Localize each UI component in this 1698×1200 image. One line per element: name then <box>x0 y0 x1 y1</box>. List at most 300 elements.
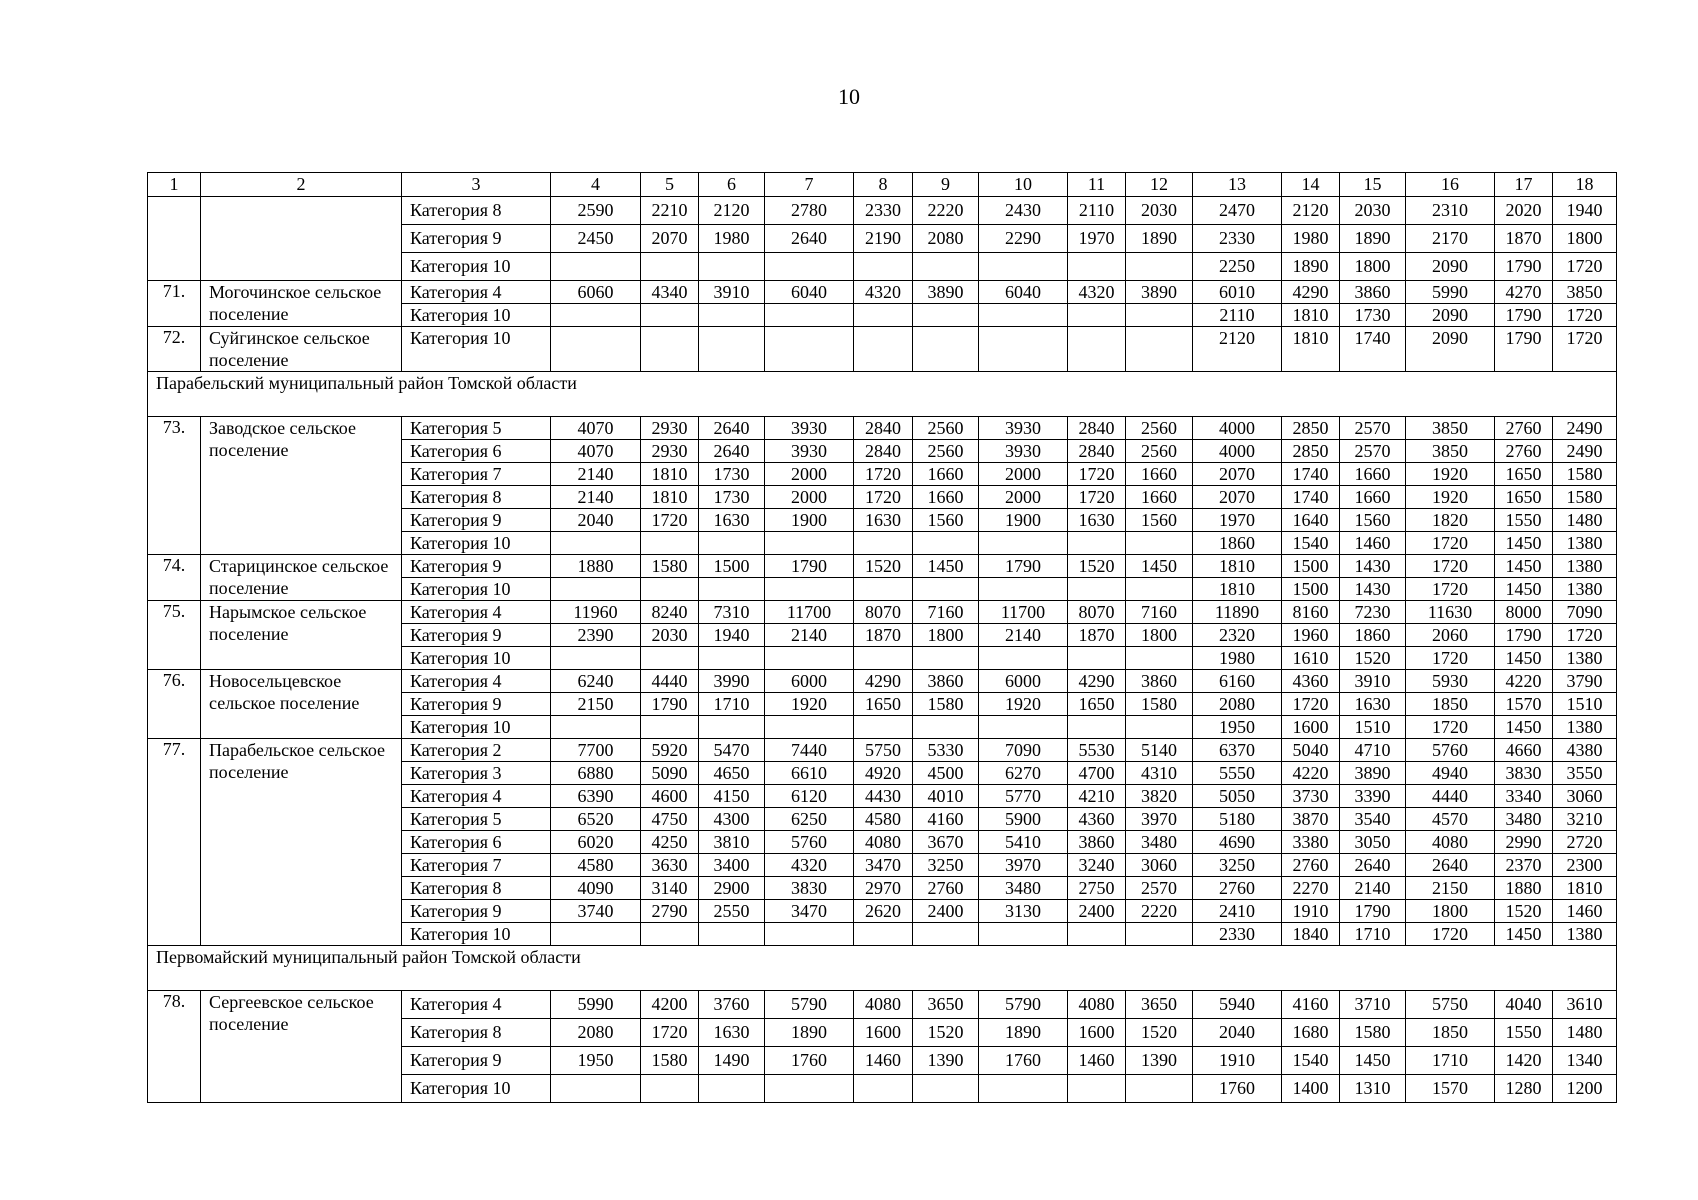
tariff-value: 5550 <box>1193 762 1282 785</box>
tariff-value: 1720 <box>1553 327 1617 372</box>
tariff-value: 6120 <box>765 785 854 808</box>
tariff-value: 1880 <box>551 555 641 578</box>
category-label: Категория 9 <box>402 693 551 716</box>
tariff-value: 3540 <box>1340 808 1406 831</box>
tariff-value <box>1068 716 1126 739</box>
tariff-value <box>1068 1075 1126 1103</box>
tariff-value: 1790 <box>641 693 699 716</box>
tariff-value: 2640 <box>765 225 854 253</box>
tariff-value: 1580 <box>1553 463 1617 486</box>
tariff-value: 3550 <box>1553 762 1617 785</box>
tariff-value <box>1068 304 1126 327</box>
tariff-value: 11960 <box>551 601 641 624</box>
tariff-value <box>979 578 1068 601</box>
tariff-value: 1600 <box>854 1019 913 1047</box>
tariff-value: 1560 <box>913 509 979 532</box>
tariff-value: 3340 <box>1495 785 1553 808</box>
tariff-value: 1920 <box>979 693 1068 716</box>
tariff-value: 2070 <box>1193 463 1282 486</box>
tariff-value: 1380 <box>1553 923 1617 946</box>
tariff-value: 4300 <box>699 808 765 831</box>
category-label: Категория 4 <box>402 281 551 304</box>
tariff-value <box>1068 647 1126 670</box>
tariff-value: 1630 <box>1340 693 1406 716</box>
tariff-value: 1970 <box>1068 225 1126 253</box>
tariff-value: 1450 <box>1126 555 1193 578</box>
tariff-value: 2310 <box>1406 197 1495 225</box>
tariff-value: 1630 <box>1068 509 1126 532</box>
tariff-value: 1740 <box>1282 486 1340 509</box>
tariff-value: 1580 <box>1340 1019 1406 1047</box>
tariff-value: 8240 <box>641 601 699 624</box>
tariff-value: 2070 <box>641 225 699 253</box>
tariff-value: 1460 <box>1553 900 1617 923</box>
tariff-value <box>854 532 913 555</box>
tariff-value: 3910 <box>699 281 765 304</box>
tariff-value: 2080 <box>1193 693 1282 716</box>
tariff-value: 4700 <box>1068 762 1126 785</box>
tariff-value: 1870 <box>1495 225 1553 253</box>
tariff-value: 1760 <box>979 1047 1068 1075</box>
tariff-value: 1720 <box>1406 532 1495 555</box>
tariff-value: 1720 <box>1406 578 1495 601</box>
tariff-value: 6040 <box>979 281 1068 304</box>
category-label: Категория 9 <box>402 555 551 578</box>
tariff-value: 1400 <box>1282 1075 1340 1103</box>
settlement-index: 73. <box>148 417 201 555</box>
tariff-value: 2150 <box>551 693 641 716</box>
category-label: Категория 4 <box>402 601 551 624</box>
district-row <box>148 372 1617 417</box>
tariff-value: 11700 <box>979 601 1068 624</box>
tariff-value: 3480 <box>1495 808 1553 831</box>
tariff-value: 2140 <box>551 463 641 486</box>
tariff-value: 2110 <box>1068 197 1126 225</box>
tariff-value <box>551 578 641 601</box>
tariff-value: 2300 <box>1553 854 1617 877</box>
tariff-value: 2760 <box>1495 417 1553 440</box>
tariff-value: 2170 <box>1406 225 1495 253</box>
tariff-value <box>641 716 699 739</box>
tariff-value: 6520 <box>551 808 641 831</box>
tariff-value: 1500 <box>1282 555 1340 578</box>
tariff-value: 3130 <box>979 900 1068 923</box>
tariff-value: 3650 <box>1126 991 1193 1019</box>
tariff-value: 1430 <box>1340 578 1406 601</box>
tariff-value: 4250 <box>641 831 699 854</box>
tariff-value <box>1126 578 1193 601</box>
column-header: 15 <box>1340 173 1406 197</box>
tariff-value: 5180 <box>1193 808 1282 831</box>
category-label: Категория 10 <box>402 716 551 739</box>
tariff-value: 3870 <box>1282 808 1340 831</box>
tariff-value: 5760 <box>765 831 854 854</box>
column-header: 13 <box>1193 173 1282 197</box>
tariff-value: 2250 <box>1193 253 1282 281</box>
tariff-value: 1450 <box>1495 532 1553 555</box>
tariff-value: 2040 <box>551 509 641 532</box>
tariff-value <box>551 532 641 555</box>
tariff-value: 1580 <box>1553 486 1617 509</box>
column-header: 1 <box>148 173 201 197</box>
tariff-value: 5750 <box>1406 991 1495 1019</box>
tariff-value: 5040 <box>1282 739 1340 762</box>
tariff-value: 5470 <box>699 739 765 762</box>
tariff-value: 2790 <box>641 900 699 923</box>
tariff-value <box>551 923 641 946</box>
tariff-value <box>913 716 979 739</box>
tariff-value: 3610 <box>1553 991 1617 1019</box>
tariff-value <box>641 327 699 372</box>
tariff-value: 1710 <box>1340 923 1406 946</box>
tariff-value <box>765 253 854 281</box>
tariff-value <box>1126 532 1193 555</box>
tariff-value <box>765 532 854 555</box>
column-header: 11 <box>1068 173 1126 197</box>
tariff-value: 2000 <box>979 486 1068 509</box>
tariff-value <box>854 647 913 670</box>
tariff-value: 4040 <box>1495 991 1553 1019</box>
tariff-value: 4080 <box>1406 831 1495 854</box>
tariff-value: 2760 <box>1495 440 1553 463</box>
tariff-value: 1280 <box>1495 1075 1553 1103</box>
tariff-value <box>1068 253 1126 281</box>
tariff-value: 1810 <box>1193 578 1282 601</box>
category-label: Категория 8 <box>402 877 551 900</box>
header-row <box>148 173 1617 197</box>
column-header: 6 <box>699 173 765 197</box>
tariff-value: 3970 <box>979 854 1068 877</box>
category-label: Категория 4 <box>402 670 551 693</box>
tariff-value <box>641 1075 699 1103</box>
tariff-value: 2120 <box>1282 197 1340 225</box>
settlement-index: 74. <box>148 555 201 601</box>
tariff-value: 2560 <box>1126 417 1193 440</box>
tariff-value: 2840 <box>854 417 913 440</box>
tariff-value: 4660 <box>1495 739 1553 762</box>
tariff-value <box>1126 647 1193 670</box>
tariff-value: 1790 <box>1495 253 1553 281</box>
tariff-value: 6020 <box>551 831 641 854</box>
category-label: Категория 10 <box>402 532 551 555</box>
tariff-value <box>913 532 979 555</box>
tariff-value <box>765 304 854 327</box>
tariff-value: 1720 <box>1553 624 1617 647</box>
tariff-value: 1640 <box>1282 509 1340 532</box>
tariff-value: 5790 <box>979 991 1068 1019</box>
category-label: Категория 6 <box>402 831 551 854</box>
tariff-value: 1950 <box>1193 716 1282 739</box>
tariff-value: 6370 <box>1193 739 1282 762</box>
tariff-value: 6000 <box>765 670 854 693</box>
tariff-value: 2030 <box>641 624 699 647</box>
tariff-value <box>641 578 699 601</box>
tariff-value <box>641 923 699 946</box>
tariff-value: 3740 <box>551 900 641 923</box>
settlement-name: Новосельцевское сельское поселение <box>201 670 402 739</box>
tariff-value <box>913 304 979 327</box>
tariff-value: 5990 <box>1406 281 1495 304</box>
tariff-value: 1740 <box>1282 463 1340 486</box>
tariff-value: 4000 <box>1193 440 1282 463</box>
tariff-value: 1520 <box>854 555 913 578</box>
tariff-value: 1520 <box>1068 555 1126 578</box>
tariff-value <box>641 532 699 555</box>
tariff-value: 1380 <box>1553 578 1617 601</box>
tariff-value <box>1068 327 1126 372</box>
tariff-value: 1730 <box>1340 304 1406 327</box>
tariff-value: 2090 <box>1406 253 1495 281</box>
tariff-value: 2840 <box>1068 417 1126 440</box>
tariff-value: 1810 <box>1282 304 1340 327</box>
tariff-value: 1710 <box>1406 1047 1495 1075</box>
tariff-value: 4010 <box>913 785 979 808</box>
tariff-value <box>1126 923 1193 946</box>
tariff-value: 6000 <box>979 670 1068 693</box>
tariff-value: 6250 <box>765 808 854 831</box>
tariff-value: 1810 <box>641 486 699 509</box>
tariff-value: 1960 <box>1282 624 1340 647</box>
tariff-value: 4440 <box>641 670 699 693</box>
tariff-value: 2120 <box>1193 327 1282 372</box>
tariff-value: 3210 <box>1553 808 1617 831</box>
tariff-value <box>913 1075 979 1103</box>
tariff-value: 1870 <box>854 624 913 647</box>
tariff-value: 11700 <box>765 601 854 624</box>
tariff-value: 2140 <box>979 624 1068 647</box>
tariff-table-body <box>148 173 1617 1103</box>
tariff-value: 2270 <box>1282 877 1340 900</box>
tariff-value: 1540 <box>1282 1047 1340 1075</box>
tariff-value: 4090 <box>551 877 641 900</box>
tariff-value: 6880 <box>551 762 641 785</box>
tariff-value: 2640 <box>1406 854 1495 877</box>
tariff-value <box>699 327 765 372</box>
table-row <box>148 739 1617 762</box>
tariff-value: 1880 <box>1495 877 1553 900</box>
tariff-value: 1920 <box>1406 486 1495 509</box>
tariff-value: 1340 <box>1553 1047 1617 1075</box>
tariff-value <box>854 327 913 372</box>
tariff-value <box>1126 327 1193 372</box>
tariff-value: 1970 <box>1193 509 1282 532</box>
tariff-value: 2320 <box>1193 624 1282 647</box>
tariff-value: 3970 <box>1126 808 1193 831</box>
tariff-value: 3480 <box>979 877 1068 900</box>
tariff-value: 1450 <box>1495 555 1553 578</box>
tariff-value: 7160 <box>913 601 979 624</box>
tariff-value: 3240 <box>1068 854 1126 877</box>
settlement-index <box>148 197 201 281</box>
tariff-value: 1720 <box>854 463 913 486</box>
column-header: 5 <box>641 173 699 197</box>
tariff-value: 1720 <box>1282 693 1340 716</box>
tariff-value: 1760 <box>765 1047 854 1075</box>
tariff-value: 2330 <box>1193 225 1282 253</box>
tariff-value: 1630 <box>699 509 765 532</box>
category-label: Категория 6 <box>402 440 551 463</box>
category-label: Категория 10 <box>402 923 551 946</box>
tariff-value: 1950 <box>551 1047 641 1075</box>
tariff-value: 7700 <box>551 739 641 762</box>
tariff-value: 3760 <box>699 991 765 1019</box>
tariff-value: 1720 <box>641 509 699 532</box>
tariff-value: 1790 <box>1340 900 1406 923</box>
tariff-value: 1510 <box>1340 716 1406 739</box>
tariff-value: 1900 <box>979 509 1068 532</box>
tariff-value: 2080 <box>913 225 979 253</box>
tariff-value: 4440 <box>1406 785 1495 808</box>
tariff-value: 1660 <box>1126 463 1193 486</box>
tariff-value: 4200 <box>641 991 699 1019</box>
tariff-value: 5140 <box>1126 739 1193 762</box>
tariff-value: 1720 <box>1406 716 1495 739</box>
tariff-value <box>1068 578 1126 601</box>
tariff-value: 1850 <box>1406 693 1495 716</box>
tariff-value: 1650 <box>1068 693 1126 716</box>
tariff-value: 7440 <box>765 739 854 762</box>
tariff-value: 3930 <box>765 417 854 440</box>
table-row <box>148 670 1617 693</box>
settlement-index: 77. <box>148 739 201 946</box>
tariff-value: 5760 <box>1406 739 1495 762</box>
column-header: 2 <box>201 173 402 197</box>
tariff-value: 4080 <box>854 831 913 854</box>
tariff-value: 1680 <box>1282 1019 1340 1047</box>
tariff-value: 1720 <box>1406 923 1495 946</box>
tariff-value: 7160 <box>1126 601 1193 624</box>
tariff-value: 1560 <box>1126 509 1193 532</box>
tariff-value: 1630 <box>854 509 913 532</box>
column-header: 10 <box>979 173 1068 197</box>
tariff-value: 4340 <box>641 281 699 304</box>
tariff-value: 1910 <box>1282 900 1340 923</box>
column-header: 18 <box>1553 173 1617 197</box>
tariff-value: 2590 <box>551 197 641 225</box>
settlement-index: 75. <box>148 601 201 670</box>
tariff-value <box>913 327 979 372</box>
category-label: Категория 9 <box>402 624 551 647</box>
tariff-value: 4500 <box>913 762 979 785</box>
tariff-value: 3820 <box>1126 785 1193 808</box>
tariff-value: 2030 <box>1126 197 1193 225</box>
tariff-value: 1520 <box>1340 647 1406 670</box>
tariff-value: 1810 <box>641 463 699 486</box>
tariff-value <box>979 716 1068 739</box>
tariff-value: 3930 <box>765 440 854 463</box>
tariff-value: 4310 <box>1126 762 1193 785</box>
column-header: 17 <box>1495 173 1553 197</box>
tariff-value <box>1126 253 1193 281</box>
category-label: Категория 10 <box>402 253 551 281</box>
tariff-value: 1650 <box>854 693 913 716</box>
settlement-name: Парабельское сельское поселение <box>201 739 402 946</box>
tariff-value: 8160 <box>1282 601 1340 624</box>
tariff-value: 6240 <box>551 670 641 693</box>
tariff-value: 4000 <box>1193 417 1282 440</box>
tariff-value: 4940 <box>1406 762 1495 785</box>
tariff-value: 2150 <box>1406 877 1495 900</box>
tariff-value: 3890 <box>1340 762 1406 785</box>
tariff-value: 1710 <box>699 693 765 716</box>
tariff-value <box>699 578 765 601</box>
tariff-value: 1660 <box>1340 463 1406 486</box>
tariff-value: 2990 <box>1495 831 1553 854</box>
tariff-value <box>854 253 913 281</box>
district-title: Парабельский муниципальный район Томской области <box>148 372 1617 417</box>
tariff-value: 1800 <box>913 624 979 647</box>
tariff-value: 3810 <box>699 831 765 854</box>
category-label: Категория 3 <box>402 762 551 785</box>
tariff-value <box>1068 923 1126 946</box>
tariff-value <box>979 1075 1068 1103</box>
tariff-value: 2620 <box>854 900 913 923</box>
tariff-value: 2930 <box>641 440 699 463</box>
tariff-value: 7090 <box>1553 601 1617 624</box>
tariff-value <box>913 578 979 601</box>
tariff-value: 3470 <box>765 900 854 923</box>
tariff-value: 2570 <box>1126 877 1193 900</box>
tariff-value: 1660 <box>1340 486 1406 509</box>
category-label: Категория 2 <box>402 739 551 762</box>
page-number: 10 <box>838 84 860 109</box>
tariff-value: 3860 <box>913 670 979 693</box>
tariff-value: 1570 <box>1495 693 1553 716</box>
tariff-value: 2970 <box>854 877 913 900</box>
tariff-value <box>854 1075 913 1103</box>
tariff-value: 3060 <box>1126 854 1193 877</box>
tariff-value: 1940 <box>1553 197 1617 225</box>
tariff-value: 2120 <box>699 197 765 225</box>
category-label: Категория 7 <box>402 463 551 486</box>
tariff-value: 1980 <box>699 225 765 253</box>
column-header: 4 <box>551 173 641 197</box>
tariff-value: 3830 <box>765 877 854 900</box>
tariff-value <box>699 253 765 281</box>
tariff-value: 5930 <box>1406 670 1495 693</box>
table-row <box>148 327 1617 372</box>
tariff-value: 4690 <box>1193 831 1282 854</box>
tariff-value: 1520 <box>1126 1019 1193 1047</box>
category-label: Категория 5 <box>402 417 551 440</box>
tariff-value: 3860 <box>1340 281 1406 304</box>
tariff-value: 2850 <box>1282 417 1340 440</box>
tariff-value <box>854 923 913 946</box>
tariff-value: 2550 <box>699 900 765 923</box>
tariff-value <box>699 647 765 670</box>
tariff-value: 4600 <box>641 785 699 808</box>
tariff-value: 4320 <box>1068 281 1126 304</box>
tariff-value: 1820 <box>1406 509 1495 532</box>
tariff-value: 1790 <box>979 555 1068 578</box>
settlement-index: 76. <box>148 670 201 739</box>
tariff-value: 4570 <box>1406 808 1495 831</box>
tariff-value: 3730 <box>1282 785 1340 808</box>
tariff-value: 7230 <box>1340 601 1406 624</box>
table-row <box>148 197 1617 225</box>
tariff-value: 2220 <box>913 197 979 225</box>
settlement-name: Могочинское сельское поселение <box>201 281 402 327</box>
tariff-value: 5900 <box>979 808 1068 831</box>
tariff-value: 6060 <box>551 281 641 304</box>
tariff-value: 2110 <box>1193 304 1282 327</box>
tariff-value: 1890 <box>979 1019 1068 1047</box>
tariff-value: 3930 <box>979 417 1068 440</box>
tariff-value: 3990 <box>699 670 765 693</box>
category-label: Категория 9 <box>402 509 551 532</box>
tariff-value: 3850 <box>1406 440 1495 463</box>
tariff-value: 4580 <box>551 854 641 877</box>
